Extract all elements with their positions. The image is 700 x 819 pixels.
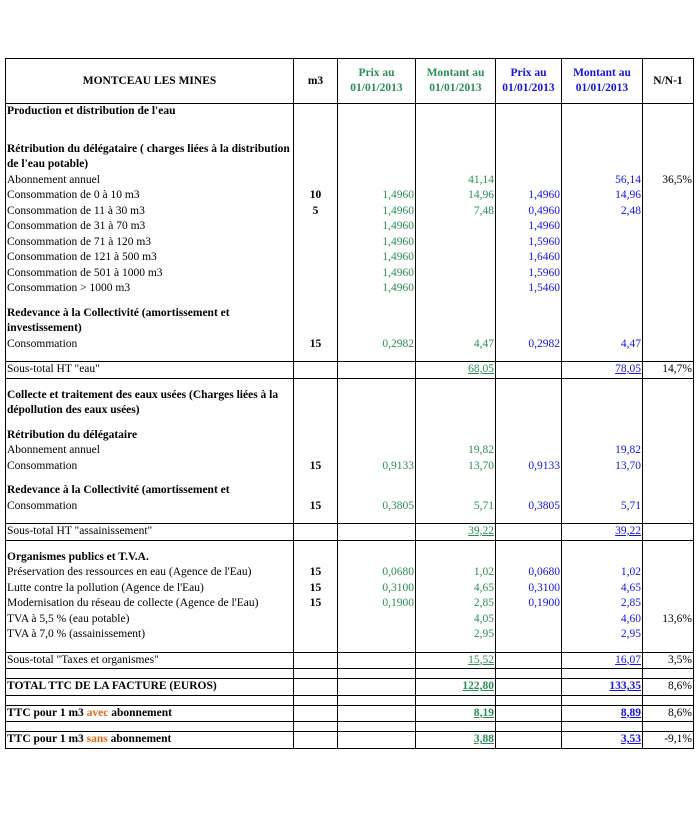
row-montant-1 (416, 250, 496, 266)
row-m3: 15 (294, 459, 338, 475)
row-prix-1: 0,3805 (338, 499, 416, 515)
row-montant-2: 4,60 (562, 612, 643, 628)
row-m3 (294, 219, 338, 235)
row-label: Consommation de 71 à 120 m3 (6, 235, 294, 251)
row-label: Abonnement annuel (6, 443, 294, 459)
row-montant-1: 4,05 (416, 612, 496, 628)
subsection-retribution-eau: Rétribution du délégataire ( charges liées à la distribution de l'eau potable) (6, 142, 294, 173)
row-variation (643, 281, 694, 297)
total-label (6, 732, 294, 749)
row-prix-1: 1,4960 (338, 204, 416, 220)
total-variation: 8,6% (643, 705, 694, 722)
taxes-row (6, 612, 694, 628)
total-montant-2: 133,35 (562, 679, 643, 696)
header-prix-1: Prix au 01/01/2013 (338, 59, 416, 104)
row-label: Consommation (6, 337, 294, 353)
subtotal-variation: 3,5% (643, 652, 694, 669)
row-variation (643, 459, 694, 475)
row-prix-2: 1,4960 (496, 188, 562, 204)
row-m3 (294, 235, 338, 251)
section-title-row (6, 483, 694, 499)
row-montant-1 (416, 266, 496, 282)
row-label: Consommation de 0 à 10 m3 (6, 188, 294, 204)
assainissement-row (6, 459, 694, 475)
row-prix-1: 1,4960 (338, 188, 416, 204)
section-title-taxes: Organismes publics et T.V.A. (6, 550, 294, 566)
row-prix-1 (338, 443, 416, 459)
subsection-redevance-assainissement: Redevance à la Collectivité (amortissement et (6, 483, 294, 499)
total-label-highlight: avec (86, 706, 109, 719)
subtotal-assainissement-row (6, 524, 694, 541)
section-title-eau: Production et distribution de l'eau (6, 104, 294, 120)
row-prix-1: 0,1900 (338, 596, 416, 612)
header-prix-2: Prix au 01/01/2013 (496, 59, 562, 104)
subtotal-variation (643, 524, 694, 541)
total-montant-1: 8,19 (416, 705, 496, 722)
subtotal-label: Sous-total "Taxes et organismes" (6, 652, 294, 669)
subtotal-eau-row (6, 362, 694, 379)
row-label: Modernisation du réseau de collecte (Agence de l'Eau) (6, 596, 294, 612)
eau-row (6, 250, 694, 266)
total-variation: 8,6% (643, 679, 694, 696)
spacer-row (6, 722, 694, 732)
section-title-row (6, 142, 694, 173)
spacer-row (6, 419, 694, 428)
spacer-row (6, 474, 694, 483)
row-montant-2 (562, 219, 643, 235)
row-label: Consommation > 1000 m3 (6, 281, 294, 297)
spacer-row (6, 643, 694, 653)
row-prix-2: 0,9133 (496, 459, 562, 475)
total-label-highlight: sans (86, 733, 108, 745)
row-variation (643, 337, 694, 353)
section-title-row (6, 428, 694, 444)
subtotal-variation: 14,7% (643, 362, 694, 379)
row-montant-2: 19,82 (562, 443, 643, 459)
row-prix-2: 0,2982 (496, 337, 562, 353)
row-prix-1: 1,4960 (338, 250, 416, 266)
row-prix-2: 0,3805 (496, 499, 562, 515)
row-m3: 15 (294, 596, 338, 612)
total-montant-1: 3,88 (416, 732, 496, 749)
row-prix-1: 1,4960 (338, 235, 416, 251)
row-prix-2 (496, 443, 562, 459)
row-m3 (294, 250, 338, 266)
row-prix-1 (338, 612, 416, 628)
row-variation: 36,5% (643, 173, 694, 189)
total-label-part: abonnement (108, 706, 172, 719)
section-title-row (6, 388, 694, 419)
total-montant-2: 3,53 (562, 732, 643, 749)
row-montant-2: 13,70 (562, 459, 643, 475)
spacer-row (6, 120, 694, 142)
row-prix-2: 0,3100 (496, 581, 562, 597)
spacer-row (6, 540, 694, 550)
row-variation (643, 627, 694, 643)
row-montant-1: 41,14 (416, 173, 496, 189)
row-montant-1 (416, 281, 496, 297)
row-prix-2 (496, 627, 562, 643)
row-prix-2: 0,0680 (496, 565, 562, 581)
subtotal-montant-2: 16,07 (562, 652, 643, 669)
total-label: TOTAL TTC DE LA FACTURE (EUROS) (6, 679, 294, 696)
row-label: Consommation (6, 459, 294, 475)
spacer-row (6, 378, 694, 388)
total-montant-2: 8,89 (562, 705, 643, 722)
section-title-row (6, 550, 694, 566)
row-variation (643, 499, 694, 515)
row-variation (643, 596, 694, 612)
header-montant-2: Montant au 01/01/2013 (562, 59, 643, 104)
eau-row (6, 281, 694, 297)
row-prix-1: 1,4960 (338, 266, 416, 282)
header-m3: m3 (294, 59, 338, 104)
row-m3: 5 (294, 204, 338, 220)
spacer-row (6, 514, 694, 524)
row-prix-1: 1,4960 (338, 219, 416, 235)
row-montant-2 (562, 250, 643, 266)
row-label: Consommation (6, 499, 294, 515)
row-montant-1 (416, 219, 496, 235)
subsection-retribution-assainissement: Rétribution du délégataire (6, 428, 294, 444)
header-montant-1: Montant au 01/01/2013 (416, 59, 496, 104)
row-montant-2 (562, 281, 643, 297)
row-m3 (294, 627, 338, 643)
tariff-sheet (5, 58, 693, 749)
subtotal-montant-2: 78,05 (562, 362, 643, 379)
row-label: Préservation des ressources en eau (Agence de l'Eau) (6, 565, 294, 581)
row-variation (643, 235, 694, 251)
row-montant-1: 2,95 (416, 627, 496, 643)
subtotal-montant-1: 39,22 (416, 524, 496, 541)
taxes-row (6, 627, 694, 643)
row-montant-2: 2,85 (562, 596, 643, 612)
row-variation (643, 219, 694, 235)
assainissement-row (6, 443, 694, 459)
row-montant-1: 13,70 (416, 459, 496, 475)
row-prix-2: 1,5960 (496, 235, 562, 251)
row-montant-2: 5,71 (562, 499, 643, 515)
spacer-row (6, 695, 694, 705)
header-city: MONTCEAU LES MINES (6, 59, 294, 104)
eau-row (6, 219, 694, 235)
row-variation (643, 565, 694, 581)
row-label: Lutte contre la pollution (Agence de l'Eau) (6, 581, 294, 597)
row-montant-1: 7,48 (416, 204, 496, 220)
taxes-row (6, 565, 694, 581)
row-variation (643, 581, 694, 597)
subtotal-montant-2: 39,22 (562, 524, 643, 541)
assainissement-redevance-row (6, 499, 694, 515)
row-m3: 15 (294, 499, 338, 515)
row-prix-1 (338, 627, 416, 643)
row-montant-2 (562, 266, 643, 282)
row-label: Consommation de 11 à 30 m3 (6, 204, 294, 220)
eau-row (6, 173, 694, 189)
row-prix-2: 1,5460 (496, 281, 562, 297)
row-montant-1: 2,85 (416, 596, 496, 612)
subtotal-taxes-row (6, 652, 694, 669)
total-label-part: abonnement (107, 733, 172, 745)
row-m3 (294, 266, 338, 282)
tariff-table (5, 58, 694, 749)
eau-row (6, 266, 694, 282)
row-montant-2 (562, 235, 643, 251)
ttc-sans-row (6, 732, 694, 749)
eau-redevance-row (6, 337, 694, 353)
row-m3: 15 (294, 337, 338, 353)
row-m3: 15 (294, 565, 338, 581)
row-label: TVA à 7,0 % (assainissement) (6, 627, 294, 643)
section-title-row (6, 104, 694, 120)
row-prix-1: 0,9133 (338, 459, 416, 475)
spacer-row (6, 352, 694, 362)
row-montant-1: 14,96 (416, 188, 496, 204)
row-montant-2: 2,95 (562, 627, 643, 643)
row-montant-2: 1,02 (562, 565, 643, 581)
row-montant-2: 4,47 (562, 337, 643, 353)
row-prix-1: 0,2982 (338, 337, 416, 353)
row-montant-1: 19,82 (416, 443, 496, 459)
row-prix-2 (496, 612, 562, 628)
ttc-avec-row (6, 705, 694, 722)
row-variation (643, 266, 694, 282)
row-variation (643, 250, 694, 266)
row-label: Consommation de 31 à 70 m3 (6, 219, 294, 235)
row-label: Consommation de 121 à 500 m3 (6, 250, 294, 266)
taxes-row (6, 581, 694, 597)
row-variation (643, 443, 694, 459)
spacer-row (6, 297, 694, 306)
row-prix-2: 0,4960 (496, 204, 562, 220)
subtotal-montant-1: 68,05 (416, 362, 496, 379)
subsection-redevance-eau: Redevance à la Collectivité (amortissement et investissement) (6, 306, 294, 337)
row-label: Abonnement annuel (6, 173, 294, 189)
section-title-row (6, 306, 694, 337)
row-variation: 13,6% (643, 612, 694, 628)
total-label-part: TTC pour 1 m3 (7, 733, 87, 745)
eau-row (6, 235, 694, 251)
total-label (6, 705, 294, 722)
header-row (6, 59, 694, 104)
total-montant-1: 122,80 (416, 679, 496, 696)
row-montant-2: 56,14 (562, 173, 643, 189)
row-prix-2: 1,5960 (496, 266, 562, 282)
row-m3: 15 (294, 581, 338, 597)
section-title-assainissement: Collecte et traitement des eaux usées (Charges liées à la dépollution des eaux usées) (6, 388, 294, 419)
subtotal-montant-1: 15,52 (416, 652, 496, 669)
row-label: TVA à 5,5 % (eau potable) (6, 612, 294, 628)
row-prix-2: 1,6460 (496, 250, 562, 266)
total-label-part: TTC pour 1 m3 (7, 706, 87, 719)
eau-row (6, 204, 694, 220)
row-prix-1 (338, 173, 416, 189)
row-prix-2: 1,4960 (496, 219, 562, 235)
row-prix-1: 1,4960 (338, 281, 416, 297)
taxes-row (6, 596, 694, 612)
subtotal-label: Sous-total HT "eau" (6, 362, 294, 379)
row-montant-2: 14,96 (562, 188, 643, 204)
row-m3: 10 (294, 188, 338, 204)
row-montant-1: 4,47 (416, 337, 496, 353)
row-m3 (294, 443, 338, 459)
row-variation (643, 204, 694, 220)
row-prix-1: 0,3100 (338, 581, 416, 597)
row-montant-2: 4,65 (562, 581, 643, 597)
total-variation: -9,1% (643, 732, 694, 749)
header-variation: N/N-1 (643, 59, 694, 104)
row-montant-1 (416, 235, 496, 251)
row-prix-2: 0,1900 (496, 596, 562, 612)
row-montant-2: 2,48 (562, 204, 643, 220)
spacer-row (6, 669, 694, 679)
row-prix-2 (496, 173, 562, 189)
row-montant-1: 4,65 (416, 581, 496, 597)
eau-row (6, 188, 694, 204)
row-m3 (294, 281, 338, 297)
subtotal-label: Sous-total HT "assainissement" (6, 524, 294, 541)
row-montant-1: 5,71 (416, 499, 496, 515)
row-prix-1: 0,0680 (338, 565, 416, 581)
row-montant-1: 1,02 (416, 565, 496, 581)
row-variation (643, 188, 694, 204)
row-label: Consommation de 501 à 1000 m3 (6, 266, 294, 282)
row-m3 (294, 612, 338, 628)
row-m3 (294, 173, 338, 189)
total-ttc-row (6, 679, 694, 696)
